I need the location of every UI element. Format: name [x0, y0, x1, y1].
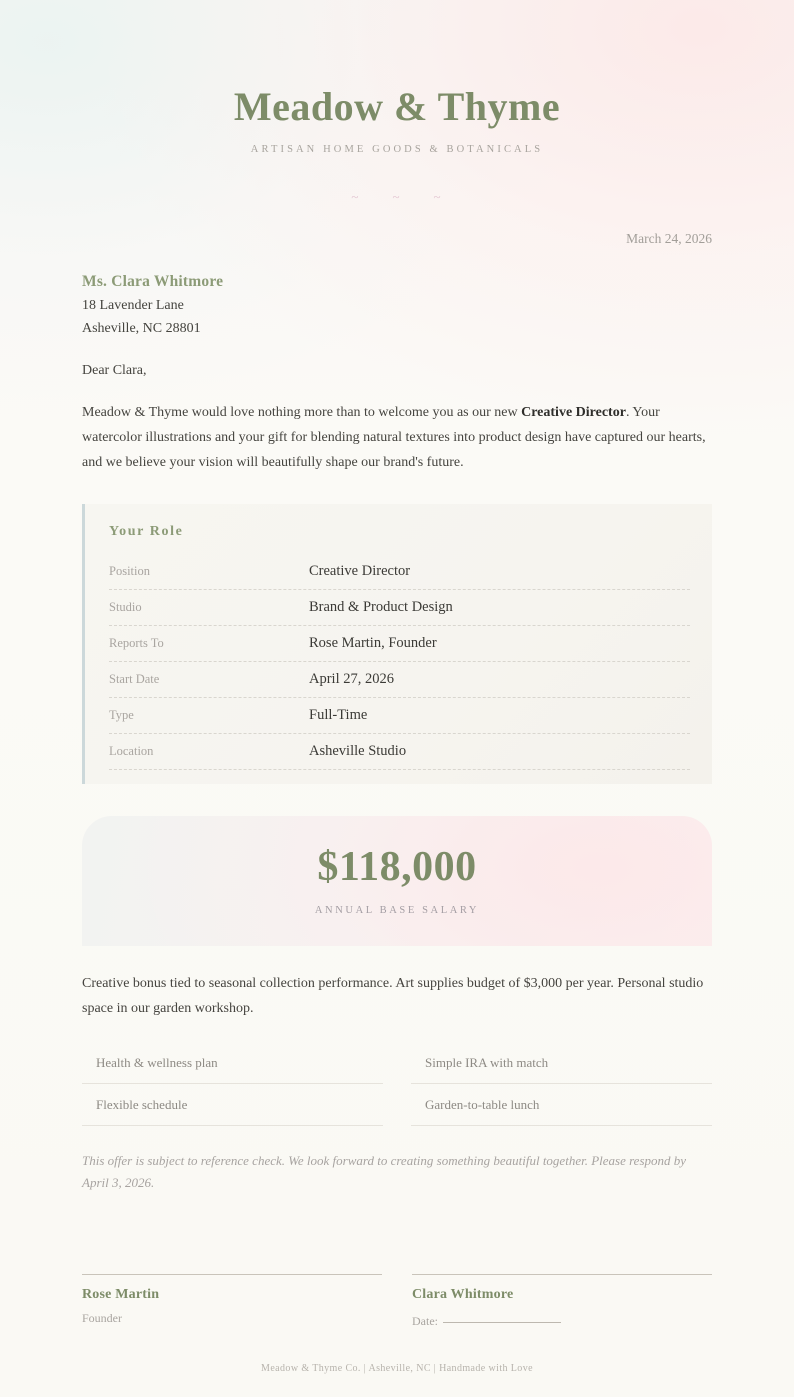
- company-tagline: ARTISAN HOME GOODS & BOTANICALS: [250, 144, 544, 155]
- benefit-item: Simple IRA with match: [411, 1042, 712, 1084]
- recipient-block: [82, 273, 712, 337]
- recipient-signature-name: Clara Whitmore: [412, 1287, 514, 1303]
- role-row-label: Type: [109, 707, 134, 722]
- sender-title: Founder: [82, 1311, 122, 1326]
- role-row-label: Position: [109, 563, 150, 578]
- role-card-title: Your Role: [109, 523, 184, 539]
- role-row-value: Brand & Product Design: [309, 598, 453, 615]
- role-row: [109, 734, 690, 770]
- company-name: Meadow & Thyme: [233, 84, 561, 129]
- intro-text-part1: Meadow & Thyme would love nothing more than to welcome you as our new: [82, 405, 522, 420]
- role-row: [109, 590, 690, 626]
- date-input-line[interactable]: [443, 1311, 561, 1323]
- signature-date-row: [412, 1311, 712, 1329]
- role-row-label: Start Date: [109, 671, 160, 686]
- benefit-item: Flexible schedule: [82, 1084, 383, 1126]
- ornament-divider: [0, 189, 794, 205]
- signature-block-sender: [82, 1264, 382, 1329]
- role-row: [109, 662, 690, 698]
- role-row-label: Studio: [109, 599, 142, 614]
- benefits-grid: [82, 1042, 712, 1126]
- role-row: [109, 626, 690, 662]
- letterhead: [0, 0, 794, 205]
- salary-amount: $118,000: [317, 843, 477, 890]
- date-label: Date:: [412, 1314, 438, 1329]
- benefit-item: Garden-to-table lunch: [411, 1084, 712, 1126]
- signature-block-recipient: [412, 1264, 712, 1329]
- bonus-paragraph: Creative bonus tied to seasonal collection performance. Art supplies budget of $3,000 per year. Personal studio space in our garden workshop.: [82, 975, 704, 1016]
- offer-conditions-note: This offer is subject to reference check. We look forward to creating something beautiful together. Please respond by April 3, 2026.: [82, 1152, 687, 1190]
- role-row-value: Rose Martin, Founder: [309, 634, 437, 651]
- tilde-ornament-1: ~: [351, 189, 361, 204]
- recipient-city: Asheville, NC 28801: [82, 321, 201, 336]
- recipient-street: 18 Lavender Lane: [82, 298, 184, 313]
- role-row-label: Reports To: [109, 635, 164, 650]
- role-row: [109, 698, 690, 734]
- letter-body: [0, 231, 794, 1374]
- role-row-label: Location: [109, 743, 154, 758]
- role-row-value: Asheville Studio: [309, 742, 407, 759]
- sender-name: Rose Martin: [82, 1287, 160, 1303]
- intro-text-part2: . Your watercolor illustrations and your gift for blending natural textures into product design have captured our hearts, and we believe your vision will beautifully shape our brand's future.: [82, 405, 706, 470]
- letter-date: March 24, 2026: [626, 231, 712, 246]
- salutation: Dear Clara,: [82, 363, 147, 378]
- intro-paragraph: [82, 401, 712, 476]
- page-footer: Meadow & Thyme Co. | Asheville, NC | Handmade with Love: [261, 1363, 533, 1375]
- salary-banner: [82, 816, 712, 946]
- signature-line-recipient[interactable]: [412, 1274, 712, 1275]
- recipient-name: Ms. Clara Whitmore: [82, 273, 224, 290]
- tilde-ornament-3: ~: [433, 189, 443, 204]
- role-details-card: [82, 504, 712, 784]
- salary-caption: ANNUAL BASE SALARY: [314, 904, 480, 916]
- tilde-ornament-2: ~: [392, 189, 402, 204]
- role-row-value: Creative Director: [309, 562, 411, 579]
- role-row-value: Full-Time: [309, 706, 368, 723]
- role-row: [109, 554, 690, 590]
- intro-role-emphasis: Creative Director: [521, 405, 626, 420]
- signature-section: [82, 1264, 712, 1329]
- role-row-value: April 27, 2026: [309, 670, 394, 687]
- benefit-item: Health & wellness plan: [82, 1042, 383, 1084]
- signature-line-sender[interactable]: [82, 1274, 382, 1275]
